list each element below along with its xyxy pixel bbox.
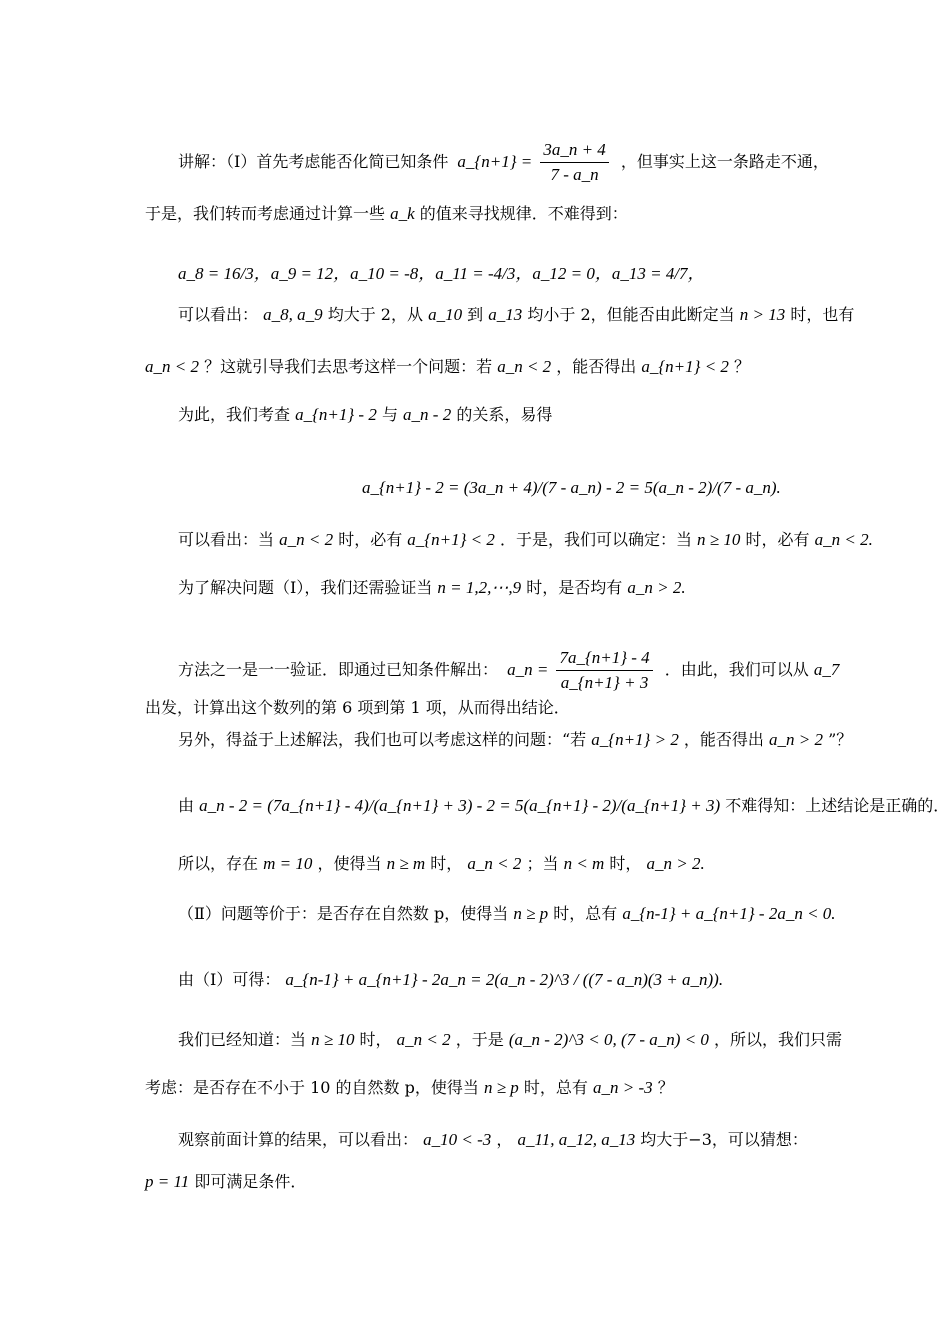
text-line (178, 530, 873, 550)
formula: p = 11 (145, 1172, 190, 1191)
text: 均大于 2，从 (327, 305, 423, 324)
formula: n ≥ p (513, 904, 549, 923)
denominator: 7 - a_n (550, 165, 599, 184)
text-line: 出发，计算出这个数列的第 6 项到第 1 项，从而得出结论． (145, 698, 570, 717)
formula: n > 13 (739, 305, 786, 324)
text-line (178, 970, 723, 990)
formula: a_10 < -3 (423, 1130, 492, 1149)
text: 时，是否均有 (526, 578, 623, 597)
text: ，能否得出 (556, 357, 637, 376)
text-line (178, 578, 686, 598)
text: （Ⅱ）问题等价于：是否存在自然数 p，使得当 (178, 904, 509, 923)
formula: a_n > 2 (769, 730, 824, 749)
text: ．由此，我们可以从 (664, 660, 809, 679)
text: ．于是，我们可以确定：当 (499, 530, 692, 549)
fraction (556, 648, 652, 693)
formula: a_n > 2. (646, 854, 705, 873)
text: 为此，我们考查 (178, 405, 291, 424)
numerator: 7a_{n+1} - 4 (556, 648, 652, 671)
formula: n ≥ 10 (311, 1030, 355, 1049)
text: 讲解：（Ⅰ）首先考虑能否化简已知条件 (178, 152, 449, 171)
formula-ak: a_k (390, 204, 415, 223)
text-line (178, 796, 949, 816)
text: ，于是 (455, 1030, 504, 1049)
numerator: 3a_n + 4 (540, 140, 608, 163)
text: 时， (359, 1030, 392, 1049)
text: ，所以，我们只需 (714, 1030, 843, 1049)
denominator: a_{n+1} + 3 (560, 673, 649, 692)
text: 可以看出：当 (178, 530, 275, 549)
formula: a_n < 2 (396, 1030, 451, 1049)
text-line (178, 405, 552, 425)
text: 的关系，易得 (456, 405, 553, 424)
text: 即可满足条件． (194, 1172, 307, 1191)
formula-lhs: a_{n+1} = (457, 152, 533, 171)
solution-intro-line (178, 140, 829, 185)
formula: a_{n+1} < 2 (641, 357, 729, 376)
formula-inverse (507, 648, 656, 693)
text: 另外，得益于上述解法，我们也可以考虑这样的问题：“若 (178, 730, 587, 749)
text: 考虑：是否存在不小于 10 的自然数 p，使得当 (145, 1078, 479, 1097)
text: 为了解决问题（Ⅰ），我们还需验证当 (178, 578, 433, 597)
formula: n = 1,2,⋯,9 (437, 578, 522, 597)
formula: a_n < 2 (145, 357, 199, 376)
text: ”？ (828, 730, 853, 749)
text: 方法之一是一一验证．即通过已知条件解出： (178, 660, 499, 679)
formula: (a_n - 2)^3 < 0, (7 - a_n) < 0 (508, 1030, 709, 1049)
text: 由（Ⅰ）可得： (178, 970, 281, 989)
formula: n ≥ p (483, 1078, 519, 1097)
formula: a_8, a_9 (263, 305, 323, 324)
text: ？ (734, 357, 751, 376)
text: 与 (381, 405, 398, 424)
text: 到 (467, 305, 484, 324)
equation-difference: a_{n+1} - 2 = (3a_n + 4)/(7 - a_n) - 2 = 5(a_n - 2)/(7 - a_n). (362, 478, 781, 497)
text: 时，必有 (338, 530, 403, 549)
text-line (178, 1130, 808, 1150)
text: 时，必有 (745, 530, 810, 549)
text: 不难得知：上述结论是正确的． (725, 796, 950, 815)
text: 所以，存在 (178, 854, 259, 873)
formula: a_n > 2. (627, 578, 686, 597)
text: ；当 (526, 854, 559, 873)
formula: a_{n+1} < 2 (407, 530, 495, 549)
formula: a_n < 2 (279, 530, 334, 549)
text: 由 (178, 796, 195, 815)
formula: n ≥ m (386, 854, 426, 873)
text: ，使得当 (317, 854, 382, 873)
text: 均大于−3，可以猜想： (640, 1130, 808, 1149)
formula: a_7 (813, 660, 840, 679)
fraction (540, 140, 608, 185)
formula: a_11, a_12, a_13 (517, 1130, 636, 1149)
text: 时，总有 (553, 904, 618, 923)
text: ？这就引导我们去思考这样一个问题：若 (204, 357, 493, 376)
formula: a_n < 2 (467, 854, 522, 873)
computed-values-line: a_8 = 16/3，a_9 = 12，a_10 = -8，a_11 = -4/3，a_12 = 0，a_13 = 4/7， (178, 264, 705, 283)
formula: a_n < 2 (497, 357, 552, 376)
text-line (178, 854, 705, 874)
text: ，但事实上这一条路走不通， (620, 152, 829, 171)
text: 我们已经知道：当 (178, 1030, 307, 1049)
formula: a_n - 2 (403, 405, 452, 424)
formula: a_n > -3 (593, 1078, 653, 1097)
text-line (178, 1030, 842, 1050)
text: 观察前面计算的结果，可以看出： (178, 1130, 419, 1149)
formula: a_n - 2 = (7a_{n+1} - 4)/(a_{n+1} + 3) - 2 = 5(a_{n+1} - 2)/(a_{n+1} + 3) (199, 796, 721, 815)
text-line (145, 204, 628, 224)
formula: a_{n+1} - 2 (295, 405, 377, 424)
formula: a_{n-1} + a_{n+1} - 2a_n = 2(a_n - 2)^3 / ((7 - a_n)(3 + a_n)). (285, 970, 724, 989)
text-line (178, 305, 854, 325)
formula-recurrence (457, 140, 611, 185)
text-line (145, 1078, 674, 1098)
text: 的值来寻找规律．不难得到： (419, 204, 628, 223)
text: 时， (609, 854, 642, 873)
text-line (145, 1172, 306, 1192)
text: ？ (657, 1078, 674, 1097)
formula: a_{n+1} > 2 (591, 730, 679, 749)
text: 时，也有 (790, 305, 855, 324)
formula: a_13 (488, 305, 523, 324)
text: 均小于 2，但能否由此断定当 (527, 305, 735, 324)
formula: n < m (563, 854, 605, 873)
text: 时， (430, 854, 463, 873)
text-line (178, 648, 839, 693)
formula: a_{n-1} + a_{n+1} - 2a_n < 0. (622, 904, 836, 923)
text: 于是，我们转而考虑通过计算一些 (145, 204, 386, 223)
formula: a_n < 2. (814, 530, 873, 549)
formula: a_10 (428, 305, 463, 324)
text-line (145, 357, 750, 377)
formula-lhs: a_n = (507, 660, 549, 679)
text-line (178, 730, 852, 750)
text: 时，总有 (523, 1078, 588, 1097)
formula: n ≥ 10 (697, 530, 741, 549)
text: ，能否得出 (683, 730, 764, 749)
text: ， (496, 1130, 513, 1149)
text: 可以看出： (178, 305, 259, 324)
formula: m = 10 (263, 854, 313, 873)
text-line (178, 904, 836, 924)
